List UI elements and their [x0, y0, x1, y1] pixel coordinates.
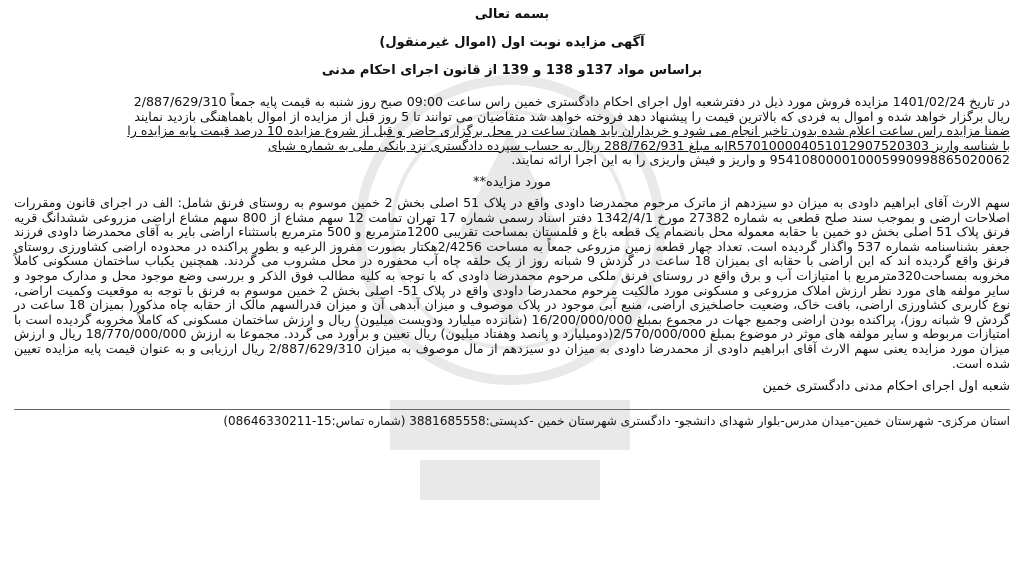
auction-intro-paragraph: [14, 95, 1010, 168]
footer-divider: [14, 409, 1010, 410]
intro-line: در تاریخ 1401/02/24 مزایده فروش مورد ذیل در دفترشعبه اول اجرای احکام دادگستری خمین راس ساعت 09:00 صبح روز شنبه به قیمت پایه جمعاً 2/887/629/310: [133, 94, 1010, 109]
auction-item-description: سهم الارث آقای ابراهیم داودی به میزان دو سیزدهم از ماترک مرحوم محمدرضا داودی واقع در پلاک 51 اصلی بخش 2 خمین موسوم به روستای فرنق شامل: الف در اجرای قانون ومقررات اصلاحات ارضی و بموجب سند صلح قطعی به شماره 27382 مورخ 1342/4/1 دفتر اسناد رسمی شماره 17 تهران تمامت 12 سهم مشاع از 800 سهم مشاع اراضی مزروعی ششدانگ قریه فرنق پلاک 51 اصلی بخش دو خمین با حقابه معموله محل بانضمام یک قطعه باغ و قلمستان بمساحت تقریبی 1200مترمربع و 500 مترمربع باستثناء اراضی بایر به آقای محمدرضا داودی فرزند جعفر بشناسنامه شماره 537 واگذار گردیده است. تعداد چهار قطعه زمین مزروعی جمعاً به مساحت 2/4256هکتار بصورت مفروز الرعیه و بطور پراکنده در محدوده اراضی کشاورزی روستای فرنق واقع گردیده اند که این اراضی با حقابه ای بمیزان 18 ساعت در گردش 9 شبانه روز از یک حلقه چاه آب محفوره در محل مشروب می گردند. همچنین یکباب ساختمان مسکونی کاملاً مخروبه بمساحت320مترمربع با امتیازات آب و برق واقع در روستای فرنق ملکی مرحوم محمدرضا داودی که با توجه به کلیه مطالب فوق الذکر و بررسی وضع موجود محل و مدارک موجود و سایر مولفه های مورد نظر ارزش املاک مزروعی و مسکونی مورد مالکیت مرحوم محمدرضا داودی واقع در پلاک 51- اصلی بخش 2 خمین موسوم به فرنق با توجه به موقعیت وکمیت اراضی، نوع کاربری کشاورزی اراضی، بافت خاک، وضعیت حاصلخیزی اراضی، منبع آبی موجود در پلاک موصوف و میزان آبدهی آن و میزان قدرالسهم مالک از حقابه چاه مذکور( بمیزان 18 ساعت در گردش 9 شبانه روز)، پراکنده بودن اراضی وجمیع جهات در مجموع بمبلغ 16/200/000/000 (شانزده میلیارد ودویست میلیون) ریال و ارزش ساختمان مسکونی که کاملاً مخروبه گردیده است با امتیازات مربوطه و سایر مولفه های موثر در موضوع بمبلغ 2/570/000/000(دومیلیارد و پانصد وهفتاد میلیون) ریال تعیین و برآورد می گردد. مجموعا به ارزش 18/770/000/000 ریال و ارزش میزان مورد مزایده یعنی سهم الارث آقای ابراهیم داودی از محمدرضا داودی به میزان دو سیزدهم از مال موصوف به میزان 2/887/629/310 ریال ارزیابی و به عنوان قیمت پایه مزایده تعیین شده است.: [14, 194, 1011, 371]
contact-address-footer: استان مرکزی- شهرستان خمین-میدان مدرس-بلوار شهدای دانشجو- دادگستری شهرستان خمین -کدپستی:3881685558 (شماره تماس:15-08646330211): [223, 414, 1010, 429]
bismillah-heading: بسمه تعالی: [474, 7, 550, 22]
intro-line: ریال برگزار خواهد شده و اموال به فردی که بالاترین قیمت را پیشنهاد دهد فروخته خواهد شد متقاضیان می توانند تا 5 روز قبل از مزایده از اموال باهماهنگی بازدید نمایند: [134, 108, 1010, 124]
issuing-branch-signature: شعبه اول اجرای احکام مدنی دادگستری خمین: [762, 379, 1010, 395]
legal-basis-subtitle: براساس مواد 137و 138 و 139 از قانون اجرای احکام مدنی: [321, 63, 703, 78]
auction-item-heading: مورد مزایده**: [473, 174, 551, 190]
intro-line: ضمنا مزایده راس ساعت اعلام شده بدون تاخیر انجام می شود و خریداران باید همان ساعت در محل برگزاری حاضر و قبل از شروع مزایده 10 درصد قیمت پایه مزایده را: [127, 123, 1010, 139]
auction-notice: [8, 4, 1016, 578]
deposit-line: 954108000010005990998865020062 و واریز و فیش واریزی را به این اجرا ارائه نمایند.: [511, 152, 1010, 168]
notice-title: آگهی مزایده نوبت اول (اموال غیرمنقول): [379, 35, 645, 50]
deposit-line: با شناسه واریز IR570100004051012907520303به مبلغ 288/762/931 ریال به حساب سپرده دادگستری نزد بانکی ملی به شماره شبای: [267, 137, 1010, 153]
